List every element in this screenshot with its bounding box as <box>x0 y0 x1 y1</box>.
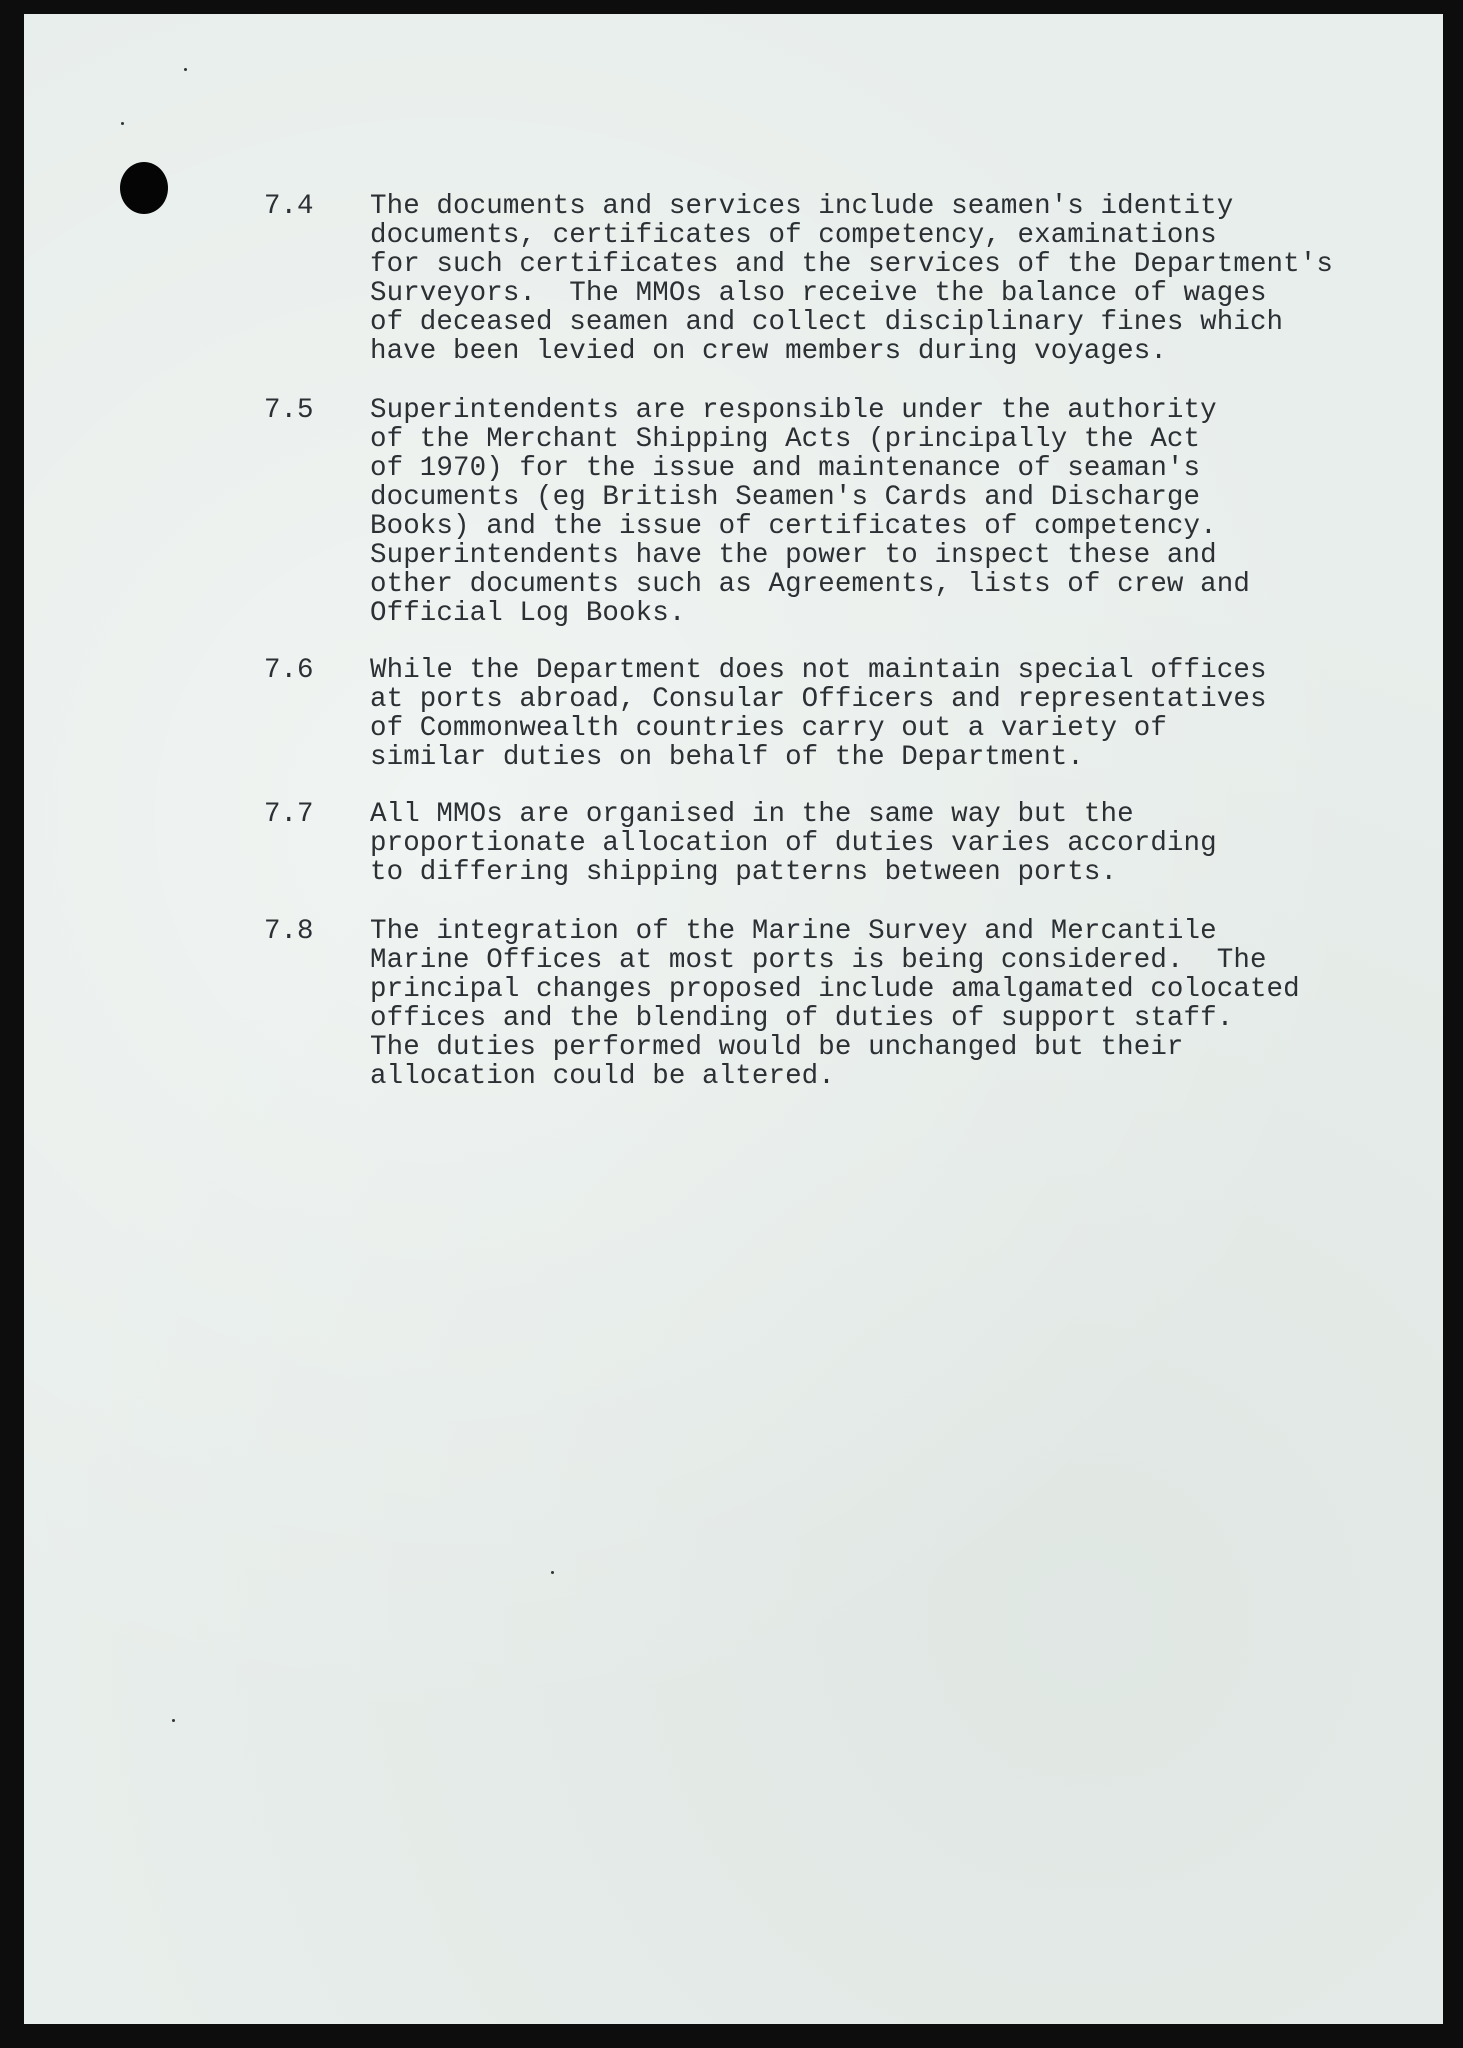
text-line: of Commonwealth countries carry out a variety of <box>370 713 1167 744</box>
document-page <box>24 14 1443 2024</box>
text-line: All MMOs are organised in the same way but the <box>370 799 1134 830</box>
paragraph-text <box>370 917 1430 1091</box>
text-line: Superintendents have the power to inspect these and <box>370 540 1217 571</box>
text-line: of 1970) for the issue and maintenance of seaman's <box>370 453 1201 484</box>
text-line: Books) and the issue of certificates of competency. <box>370 511 1217 542</box>
paper-speck <box>121 122 124 125</box>
paragraph-number: 7.8 <box>264 916 314 947</box>
paper-speck <box>172 1719 175 1722</box>
paragraph-number: 7.5 <box>264 395 314 426</box>
text-line: Superintendents are responsible under the authority <box>370 395 1217 426</box>
paragraph-number: 7.7 <box>264 799 314 830</box>
text-line: of deceased seamen and collect disciplinary fines which <box>370 307 1284 338</box>
paragraph-text <box>370 656 1430 772</box>
text-line: of the Merchant Shipping Acts (principally the Act <box>370 424 1201 455</box>
text-line: for such certificates and the services of the Department's <box>370 249 1333 280</box>
text-line: While the Department does not maintain special offices <box>370 655 1267 686</box>
text-line: Surveyors. The MMOs also receive the balance of wages <box>370 278 1267 309</box>
paragraph-text <box>370 192 1430 366</box>
paragraph-text <box>370 396 1430 628</box>
text-line: at ports abroad, Consular Officers and representatives <box>370 684 1267 715</box>
text-line: The integration of the Marine Survey and Mercantile <box>370 916 1217 947</box>
text-line: Official Log Books. <box>370 598 686 629</box>
paragraph-number: 7.4 <box>264 191 314 222</box>
text-line: documents, certificates of competency, examinations <box>370 220 1217 251</box>
paper-speck <box>184 68 187 71</box>
punch-hole <box>120 162 168 214</box>
text-line: other documents such as Agreements, lists of crew and <box>370 569 1250 600</box>
text-line: proportionate allocation of duties varies according <box>370 828 1217 859</box>
text-line: documents (eg British Seamen's Cards and Discharge <box>370 482 1201 513</box>
text-line: offices and the blending of duties of support staff. <box>370 1003 1234 1034</box>
paragraph-text <box>370 800 1430 887</box>
text-line: Marine Offices at most ports is being considered. The <box>370 945 1267 976</box>
text-line: have been levied on crew members during voyages. <box>370 336 1167 367</box>
text-line: principal changes proposed include amalgamated colocated <box>370 974 1300 1005</box>
text-line: similar duties on behalf of the Department. <box>370 742 1084 773</box>
text-line: The duties performed would be unchanged but their <box>370 1032 1184 1063</box>
text-line: to differing shipping patterns between ports. <box>370 857 1118 888</box>
paragraph-number: 7.6 <box>264 655 314 686</box>
text-line: The documents and services include seamen's identity <box>370 191 1234 222</box>
paper-speck <box>551 1571 554 1574</box>
text-line: allocation could be altered. <box>370 1061 835 1092</box>
